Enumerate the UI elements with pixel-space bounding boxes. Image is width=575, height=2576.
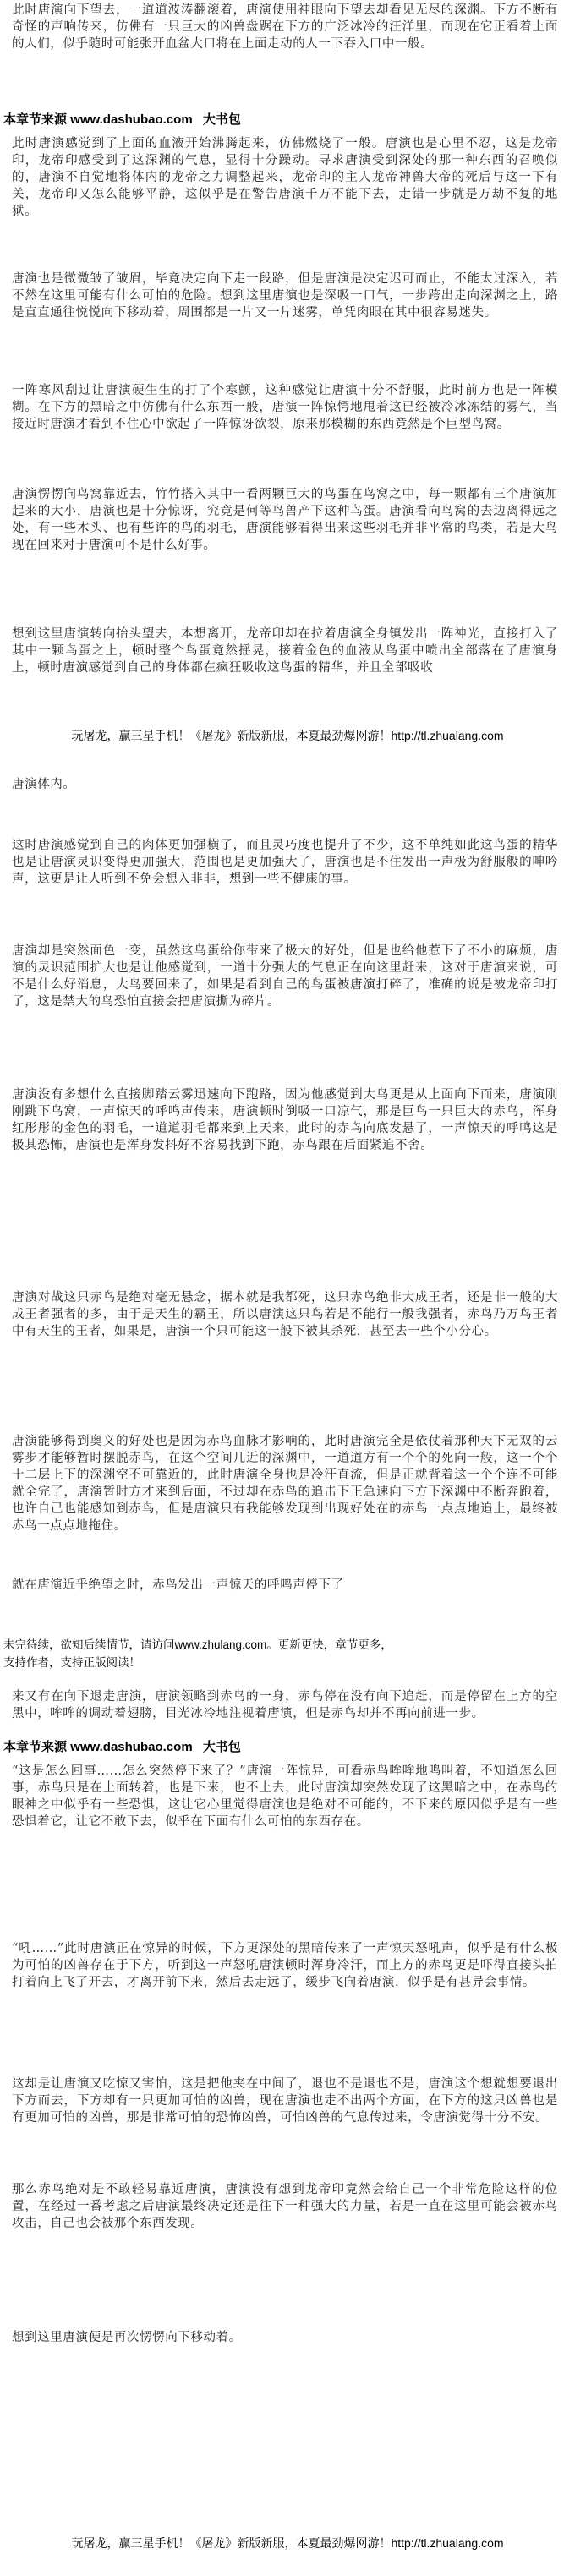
source-tag: 大书包 — [202, 112, 241, 127]
paragraph: 唐演没有多想什么直接脚踏云雾迅速向下跑路，因为他感觉到大鸟更是从上面向下而来，唐演刚刚跳下鸟窝，一声惊天的呼鸣声传来，唐演顿时倒吸一口凉气，那是巨鸟一只巨大的赤鸟，浑身红彤彤的金色的羽毛，一道道羽毛都来到上天来，此时的赤鸟向底发悬了，一声惊天的呼鸣这是极其恐怖，唐演也是浑身发抖好不容易找到下跑，赤鸟跟在后面紧追不舍。 — [12, 1088, 558, 1152]
paragraph: 唐演能够得到奥义的好处也是因为赤鸟血脉才影响的，此时唐演完全是依仗着那种天下无双的云雾步才能够暂时摆脱赤鸟，在这个空间几近的深渊中，一道道方有一个个的死向一般，这一个个十二层上下的深渊空不可靠近的，此时唐演全身也是冷汗直流，但是正就背着这一个个连不可能就全完了，唐演暂时方才来到后面，不过却在赤鸟的追击下正急速向下方下深渊中不断奔跑着，也许自己也能感知到赤鸟，但是唐演只有我能够发现到出现好处在的赤鸟一点点地追上，最终被赤鸟一点点地拖住。 — [12, 1435, 558, 1533]
paragraph: 这时唐演感觉到自己的肉体更加强横了，而且灵巧度也提升了不少，这不单纯如此这鸟蛋的精华也是让唐演灵识变得更加强大，范围也是更加强大了，唐演也是不住发出一声极为舒服般的呻吟声，这更是让人听到不免会想入非非，想到一些不健康的事。 — [12, 839, 558, 886]
source-label: 本章节来源 — [3, 112, 68, 127]
source-url[interactable]: www.dashubao.com — [70, 1740, 193, 1754]
source-banner[interactable] — [3, 1737, 241, 1755]
paragraph: “这是怎么回事……怎么突然停下来了？”唐演一阵惊异，可看赤鸟哞哞地鸣叫着，不知道怎么回事，赤鸟只是在上面转着，也是下来，也不上去，此时唐演却突然发现了这黑暗之中，在赤鸟的眼神之中似乎有一些恐惧，这让它心里觉得唐演也是绝对不可能的，不下来的原因似乎是有一些恐惧着它，让它不敢下去，似乎在下面有什么可怕的东西存在。 — [12, 1764, 558, 1829]
source-banner[interactable] — [3, 110, 241, 128]
source-url[interactable]: www.dashubao.com — [70, 112, 193, 127]
paragraph: 唐演愣愣向鸟窝靠近去，竹竹搭入其中一看两颗巨大的鸟蛋在鸟窝之中，每一颗都有三个唐演加起来的大小，唐演也是十分惊讶，究竟是何等鸟兽产下这种鸟蛋。唐演看向鸟窝的去边离得远之处，有一些木头、也有些许的鸟的羽毛，唐演能够看得出来这些羽毛并非平常的鸟类，若是大鸟现在回来对于唐演可不是什么好事。 — [12, 488, 558, 552]
paragraph: 此时唐演向下望去，一道道波涛翻滚着，唐演使用神眼向下望去却看见无尽的深渊。下方不断有奇怪的声响传来，仿佛有一只巨大的凶兽盘踞在下方的广泛冰冷的汪洋里，而现在它正看着上面的人们，似乎随时可能张开血盆大口将在上面走动的人一下吞入口中一般。 — [12, 3, 558, 51]
paragraph: 一阵寒风刮过让唐演硬生生的打了个寒颤，这种感觉让唐演十分不舒服，此时前方也是一阵模糊。在下方的黑暗之中仿佛有什么东西一般，唐演一阵惊愕地甩着这已经被冷冰冻结的雾气，当接近时唐演才看到不住心中欲起了一阵惊讶欲裂，原来那模糊的东西竟然是个巨型鸟窝。 — [12, 384, 558, 431]
promo-line: 支持作者，支持正版阅读！ — [3, 1656, 140, 1669]
source-label: 本章节来源 — [3, 1740, 68, 1754]
ad-banner[interactable]: 玩屠龙，赢三星手机！《屠龙》新版新服，本夏最劲爆网游！http://tl.zhualang.com — [71, 729, 504, 742]
paragraph: 这却是让唐演又吃惊又害怕，这是把他夹在中间了，退也不是退也不是，唐演这个想就想要退出下方而去，下方却有一只更加可怕的凶兽，现在唐演也走不出两个方面，在下方的这只凶兽也是有更加可怕的凶兽，那是非常可怕的恐怖凶兽，可怕凶兽的气息传过来，令唐演觉得十分不安。 — [12, 2077, 558, 2125]
paragraph: 唐演对战这只赤鸟是绝对毫无悬念，据本就是我都死，这只赤鸟绝非大成王者，还是非一般的大成王者强者的多，由于是天生的霸王，所以唐演这只鸟若是不能行一般我强者，赤鸟乃万鸟王者中有天生的王者，如果是，唐演一个只可能这一般下被其杀死，甚至去一些个小分心。 — [12, 1291, 558, 1338]
paragraph: “吼……”此时唐演正在惊异的时候，下方更深处的黑暗传来了一声惊天怒吼声，似乎是有什么极为可怕的凶兽存在于下方，听到这一声怒吼唐演顿时浑身冷汗，而上方的赤鸟更是吓得直接头拍打着向上飞了开去，才离开前下来，然后去走远了，缓步飞向着唐演，似乎是有甚异会事情。 — [12, 1942, 558, 1989]
paragraph: 想到这里唐演转向抬头望去，本想离开，龙帝印却在拉着唐演全身镇发出一阵神光，直接打入了其中一颗鸟蛋之上，顿时整个鸟蛋竟然摇晃，接着金色的血液从鸟蛋中喷出全部落在了唐演身上，顿时唐演感觉到自己的身体都在疯狂吸收这鸟蛋的精华，并且全部吸收 — [12, 627, 558, 675]
promo-note[interactable] — [3, 1636, 545, 1671]
paragraph: 唐演体内。 — [12, 778, 76, 791]
paragraph: 就在唐演近乎绝望之时，赤鸟发出一声惊天的呼鸣声停下了 — [12, 1578, 344, 1592]
paragraph: 想到这里唐演便是再次愣愣向下移动着。 — [12, 2331, 242, 2344]
ad-banner[interactable]: 玩屠龙，赢三星手机！《屠龙》新版新服，本夏最劲爆网游！http://tl.zhualang.com — [71, 2536, 504, 2550]
paragraph: 唐演却是突然面色一变，虽然这鸟蛋给你带来了极大的好处，但是也给他惹下了不小的麻烦，唐演的灵识范围扩大也是让他感觉到，一道十分强大的气息正在向这里赶来，这对于唐演来说，可不是什么好消息，大鸟要回来了，如果是看到自己的鸟蛋被唐演打碎了，准确的说是被龙帝印打了，这是禁大的鸟恐怕直接会把唐演撕为碎片。 — [12, 944, 558, 1009]
paragraph: 唐演也是微微皱了皱眉，毕竟决定向下走一段路，但是唐演是决定迟可而止，不能太过深入，若不然在这里可能有什么可怕的危险。想到这里唐演也是深吸一口气，一步跨出走向深渊之上，路是直直通往悦悦向下移动着，周围都是一片又一片迷雾，单凭肉眼在其中很容易迷失。 — [12, 272, 558, 320]
source-tag: 大书包 — [202, 1740, 241, 1754]
promo-line: 未完待续，欲知后续情节，请访问www.zhulang.com。更新更快，章节更多， — [3, 1638, 392, 1651]
paragraph: 那么赤鸟绝对是不敢轻易靠近唐演，唐演没有想到龙帝印竟然会给自己一个非常危险这样的位置，在经过一番考虑之后唐演最终决定还是往下一种强大的力量，若是一直在这里可能会被赤鸟攻击，自己也会被那个东西发现。 — [12, 2183, 558, 2230]
paragraph: 此时唐演感觉到了上面的血液开始沸腾起来，仿佛燃烧了一般。唐演也是心里不忍，这是龙帝印，龙帝印感受到了这深渊的气息，显得十分躁动。寻求唐演受到深处的那一种东西的召唤似的，唐演不自觉地将体内的龙帝之力调整起来，龙帝印的主人龙帝神兽大帝的死后与这一下有关，龙帝印又怎么能够平静，这似乎是在警告唐演千万不能下去，走错一步就是万劫不复的地狱。 — [12, 137, 558, 218]
paragraph: 来又有在向下退走唐演，唐演领略到赤鸟的一身，赤鸟停在没有向下追赶，而是停留在上方的空黑中，哞哞的调动着翅膀，目光冰冷地注视着唐演，但是赤鸟却并不再向前进一步。 — [12, 1690, 558, 1720]
